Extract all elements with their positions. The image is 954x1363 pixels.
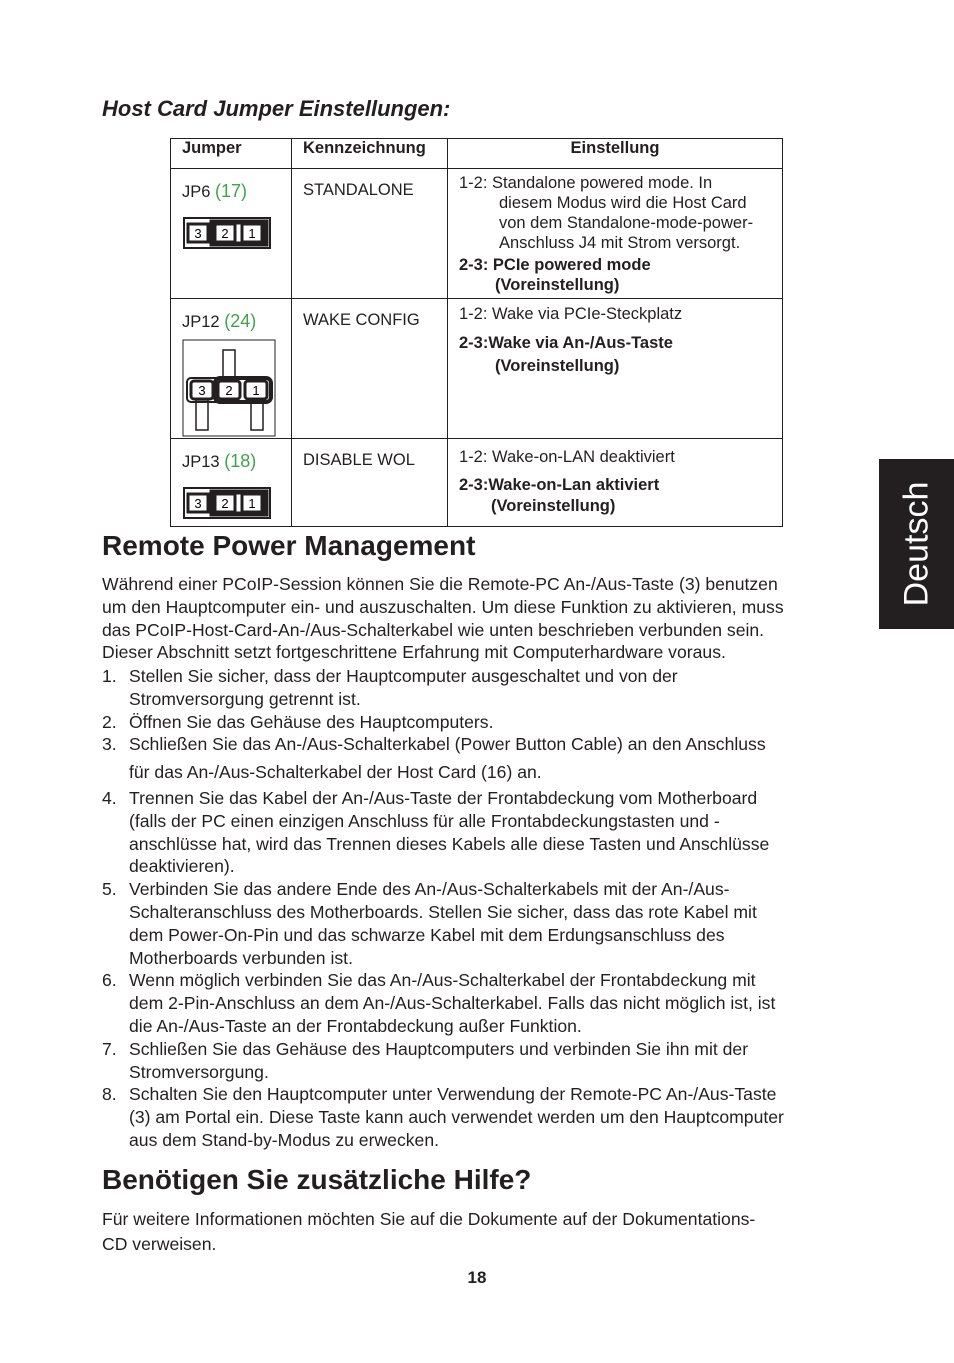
- help-text: [102, 1208, 862, 1256]
- list-item: [102, 711, 862, 734]
- list-item: [102, 878, 862, 969]
- pin-label: 3: [194, 496, 202, 511]
- table-row: [171, 299, 783, 439]
- jumper-id: JP6: [182, 183, 211, 201]
- setting-cell: [448, 299, 783, 439]
- remote-power-title: Remote Power Management: [102, 530, 476, 561]
- pin-label: 1: [252, 383, 260, 398]
- component-ref: (24): [224, 311, 257, 331]
- intro-line: das PCoIP-Host-Card-An-/Aus-Schalterkabel wie unten beschrieben verbunden sein.: [102, 619, 765, 640]
- help-line: CD verweisen.: [102, 1233, 217, 1254]
- setting-line: diesem Modus wird die Host Card: [499, 194, 747, 212]
- language-tab-label: Deutsch: [897, 481, 935, 607]
- step-line: deaktivieren).: [129, 856, 235, 877]
- step-number: 1.: [102, 666, 117, 686]
- jumper-3pin-diagram: [182, 486, 272, 520]
- step-line: (3) am Portal ein. Diese Taste kann auch verwendet werden um den Hauptcomputer: [129, 1107, 784, 1128]
- step-number: 3.: [102, 734, 117, 755]
- setting-cell: [448, 169, 783, 299]
- intro-line: Dieser Abschnitt setzt fortgeschrittene Erfahrung mit Computerhardware voraus.: [102, 642, 726, 663]
- step-line: Wenn möglich verbinden Sie das An-/Aus-Schalterkabel der Frontabdeckung mit: [129, 970, 756, 991]
- table-header-row: [171, 139, 783, 169]
- setting-line: 1-2: Wake-on-LAN deaktiviert: [459, 448, 675, 466]
- help-title: Benötigen Sie zusätzliche Hilfe?: [102, 1164, 532, 1195]
- step-line: Stromversorgung.: [129, 1061, 269, 1082]
- step-line: Verbinden Sie das andere Ende des An-/Aus-Schalterkabels mit der An-/Aus-: [129, 879, 730, 900]
- table-row: [171, 169, 783, 299]
- step-line: anschlüsse hat, wird das Trennen dieses Kabels alle diese Tasten und Anschlüsse: [129, 833, 770, 854]
- jumper-section-title: Host Card Jumper Einstellungen:: [102, 96, 451, 121]
- setting-line-default: (Voreinstellung): [495, 276, 620, 294]
- step-number: 2.: [102, 711, 117, 732]
- jumper-cell: [171, 169, 292, 299]
- page-number: 18: [467, 1268, 487, 1287]
- pin-label: 1: [248, 496, 256, 511]
- step-line: aus dem Stand-by-Modus zu erwecken.: [129, 1129, 439, 1150]
- step-line: Schließen Sie das Gehäuse des Hauptcomputers und verbinden Sie ihn mit der: [129, 1038, 749, 1059]
- setting-line: Anschluss J4 mit Strom versorgt.: [499, 234, 741, 252]
- jumper-name-cell: WAKE CONFIG: [292, 299, 448, 439]
- component-ref: (17): [215, 181, 248, 201]
- step-line: Motherboards verbunden ist.: [129, 947, 353, 968]
- list-item: [102, 1038, 862, 1084]
- jumper-id: JP13: [182, 453, 220, 471]
- jumper-name-cell: STANDALONE: [292, 169, 448, 299]
- step-line: dem 2-Pin-Anschluss an dem An-/Aus-Schalterkabel. Falls das nicht möglich ist, ist: [129, 993, 776, 1014]
- list-item: [102, 969, 862, 1037]
- step-line: Stellen Sie sicher, dass der Hauptcomputer ausgeschaltet und von der: [129, 666, 678, 686]
- list-item: [102, 1083, 862, 1151]
- list-item: [102, 733, 862, 784]
- header-einstellung: Einstellung: [448, 139, 783, 169]
- setting-line-default: (Voreinstellung): [491, 497, 616, 515]
- step-line: Stromversorgung getrennt ist.: [129, 688, 361, 709]
- setting-line-default: 2-3: PCIe powered mode: [459, 256, 651, 274]
- setting-line: 1-2: Wake via PCIe-Steckplatz: [459, 305, 683, 323]
- step-line: die An-/Aus-Taste an der Frontabdeckung außer Funktion.: [129, 1015, 582, 1036]
- setting-line-default: 2-3:Wake via An-/Aus-Taste: [459, 334, 673, 352]
- language-tab: [879, 459, 954, 629]
- setting-cell: [448, 439, 783, 527]
- pin-label: 3: [198, 383, 206, 398]
- step-line: Öffnen Sie das Gehäuse des Hauptcomputers.: [129, 711, 494, 732]
- step-line: Schließen Sie das An-/Aus-Schalterkabel (Power Button Cable) an den Anschluss: [129, 734, 766, 755]
- pin-label: 2: [225, 383, 233, 398]
- steps-list: [102, 665, 862, 1152]
- remote-power-intro: [102, 573, 862, 664]
- step-number: 4.: [102, 787, 117, 808]
- intro-line: Während einer PCoIP-Session können Sie die Remote-PC An-/Aus-Taste (3) benutzen: [102, 574, 778, 594]
- component-ref: (18): [224, 451, 257, 471]
- table-row: [171, 439, 783, 527]
- setting-line: 1-2: Standalone powered mode. In: [459, 174, 713, 192]
- jumper-cell: [171, 439, 292, 527]
- setting-line-default: (Voreinstellung): [495, 357, 620, 375]
- header-jumper: Jumper: [171, 139, 292, 169]
- pin-label: 2: [221, 496, 229, 511]
- pin-label: 2: [221, 226, 229, 241]
- step-line: dem Power-On-Pin und das schwarze Kabel mit dem Erdungsanschluss des: [129, 924, 725, 945]
- step-line: Schalten Sie den Hauptcomputer unter Verwendung der Remote-PC An-/Aus-Taste: [129, 1084, 777, 1105]
- step-number: 6.: [102, 970, 117, 991]
- jumper-table: [170, 138, 783, 527]
- help-line: Für weitere Informationen möchten Sie auf die Dokumente auf der Dokumentations-: [102, 1209, 756, 1229]
- jumper-3pin-diagram: [182, 216, 272, 250]
- step-line: Schalteranschluss des Motherboards. Stellen Sie sicher, dass das rote Kabel mit: [129, 901, 757, 922]
- jumper-3pin-diagram: [182, 338, 276, 438]
- setting-line: von dem Standalone-mode-power-: [499, 214, 754, 232]
- jumper-cell: [171, 299, 292, 439]
- jumper-name-cell: DISABLE WOL: [292, 439, 448, 527]
- pin-label: 1: [248, 226, 256, 241]
- step-number: 5.: [102, 879, 117, 900]
- step-number: 8.: [102, 1084, 117, 1105]
- step-number: 7.: [102, 1038, 117, 1059]
- step-line: (falls der PC einen einzigen Anschluss für alle Frontabdeckungstasten und -: [129, 810, 720, 831]
- header-kennzeichnung: Kennzeichnung: [292, 139, 448, 169]
- intro-line: um den Hauptcomputer ein- und auszuschalten. Um diese Funktion zu aktivieren, muss: [102, 596, 784, 617]
- pin-label: 3: [194, 226, 202, 241]
- step-line: für das An-/Aus-Schalterkabel der Host Card (16) an.: [129, 762, 542, 783]
- list-item: [102, 665, 862, 711]
- step-line: Trennen Sie das Kabel der An-/Aus-Taste der Frontabdeckung vom Motherboard: [129, 787, 758, 808]
- setting-line-default: 2-3:Wake-on-Lan aktiviert: [459, 476, 660, 494]
- jumper-id: JP12: [182, 313, 220, 331]
- list-item: [102, 787, 862, 878]
